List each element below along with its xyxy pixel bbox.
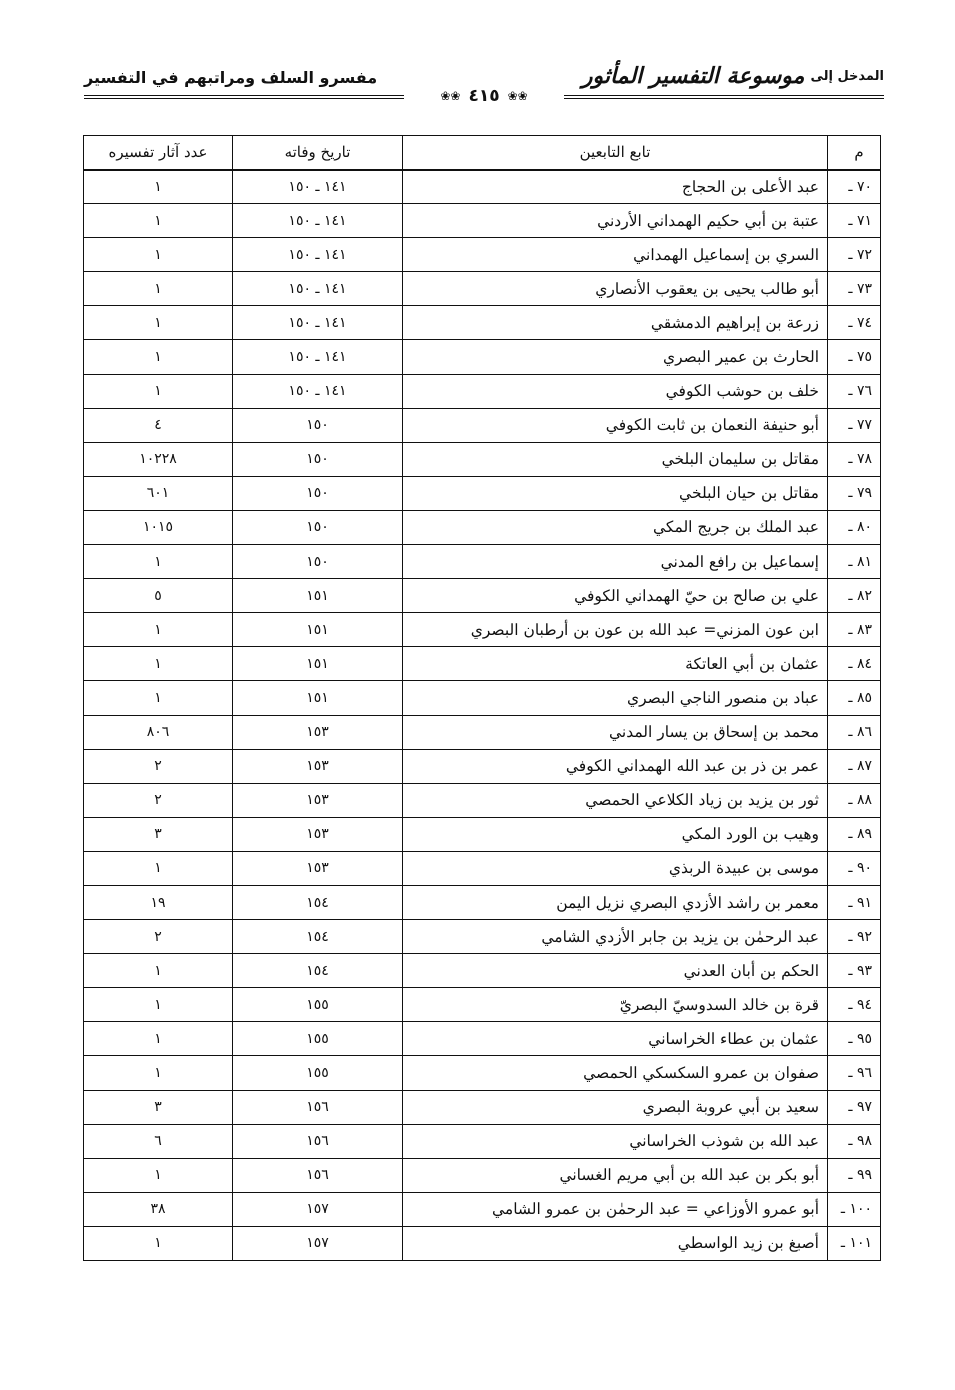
row-number: ٨٥ ـ: [828, 681, 881, 715]
row-number: ٧٦ ـ: [828, 374, 881, 408]
narration-count: ٢: [84, 920, 233, 954]
death-date: ١٤١ ـ ١٥٠: [233, 340, 403, 374]
row-number: ٩٢ ـ: [828, 920, 881, 954]
narration-count: ٢: [84, 749, 233, 783]
table-row: [84, 920, 881, 954]
table-row: [84, 272, 881, 306]
narrator-name: معمر بن راشد الأزدي البصري نزيل اليمن: [403, 885, 828, 919]
column-header-count: عدد آثار تفسيره: [84, 136, 233, 170]
narration-count: ١: [84, 681, 233, 715]
narrator-name: الحكم بن أبان العدني: [403, 954, 828, 988]
death-date: ١٥٠: [233, 510, 403, 544]
death-date: ١٥٣: [233, 715, 403, 749]
row-number: ٧٣ ـ: [828, 272, 881, 306]
narration-count: ١: [84, 340, 233, 374]
death-date: ١٥٦: [233, 1124, 403, 1158]
narrator-name: ثور بن يزيد بن زياد الكلاعي الحمصي: [403, 783, 828, 817]
narrator-name: قرة بن خالد السدوسيّ البصريّ: [403, 988, 828, 1022]
death-date: ١٤١ ـ ١٥٠: [233, 272, 403, 306]
table-row: [84, 613, 881, 647]
table-header-row: [84, 136, 881, 170]
book-brand: [582, 58, 884, 94]
narration-count: ٣٨: [84, 1192, 233, 1226]
book-title: موسوعة التفسير المأثور: [581, 63, 805, 89]
table-row: [84, 1192, 881, 1226]
narrator-name: زرعة بن إبراهيم الدمشقي: [403, 306, 828, 340]
table-row: [84, 340, 881, 374]
column-header-death: تاريخ وفاته: [233, 136, 403, 170]
narration-count: ٢: [84, 783, 233, 817]
narrator-name: إسماعيل بن رافع المدني: [403, 545, 828, 579]
table-row: [84, 1226, 881, 1260]
narration-count: ٥: [84, 579, 233, 613]
row-number: ٩٥ ـ: [828, 1022, 881, 1056]
table-row: [84, 954, 881, 988]
narrator-name: السري بن إسماعيل الهمداني: [403, 238, 828, 272]
narration-count: ٦٠١: [84, 476, 233, 510]
row-number: ٧٠ ـ: [828, 170, 881, 204]
narrators-table: [83, 135, 881, 1261]
narrator-name: عبد الله بن شوذب الخراساني: [403, 1124, 828, 1158]
narration-count: ١٠٢٢٨: [84, 442, 233, 476]
table-row: [84, 1124, 881, 1158]
row-number: ٨٢ ـ: [828, 579, 881, 613]
narration-count: ١: [84, 647, 233, 681]
narration-count: ١: [84, 1056, 233, 1090]
narrator-name: عبد الملك بن جريج المكي: [403, 510, 828, 544]
row-number: ١٠١ ـ: [828, 1226, 881, 1260]
death-date: ١٤١ ـ ١٥٠: [233, 238, 403, 272]
table-row: [84, 681, 881, 715]
narrator-name: أبو بكر بن عبد الله بن أبي مريم الغساني: [403, 1158, 828, 1192]
narration-count: ١: [84, 306, 233, 340]
narrator-name: عمر بن ذر بن عبد الله الهمداني الكوفي: [403, 749, 828, 783]
death-date: ١٤١ ـ ١٥٠: [233, 306, 403, 340]
narration-count: ١: [84, 374, 233, 408]
table-row: [84, 545, 881, 579]
ornament-right: ❀❀: [507, 89, 528, 103]
narration-count: ٤: [84, 408, 233, 442]
row-number: ٩٦ ـ: [828, 1056, 881, 1090]
table-row: [84, 510, 881, 544]
narration-count: ٨٠٦: [84, 715, 233, 749]
death-date: ١٥١: [233, 613, 403, 647]
narrator-name: أبو عمرو الأوزاعي = عبد الرحمٰن بن عمرو الشامي: [403, 1192, 828, 1226]
narrator-name: مقاتل بن سليمان البلخي: [403, 442, 828, 476]
row-number: ٩٤ ـ: [828, 988, 881, 1022]
narration-count: ١: [84, 1158, 233, 1192]
death-date: ١٥٣: [233, 851, 403, 885]
row-number: ٧١ ـ: [828, 204, 881, 238]
narrator-name: ابن عون المزني= عبد الله بن عون بن أرطبان البصري: [403, 613, 828, 647]
table-row: [84, 817, 881, 851]
death-date: ١٥٥: [233, 988, 403, 1022]
chapter-title: مفسرو السلف ومراتبهم في التفسير: [84, 68, 378, 87]
narrator-name: موسى بن عبيدة الربذي: [403, 851, 828, 885]
table-row: [84, 749, 881, 783]
death-date: ١٥١: [233, 681, 403, 715]
table-row: [84, 1090, 881, 1124]
narration-count: ١: [84, 238, 233, 272]
death-date: ١٥٣: [233, 749, 403, 783]
row-number: ٨٧ ـ: [828, 749, 881, 783]
narrator-name: عثمان بن أبي العاتكة: [403, 647, 828, 681]
death-date: ١٥٦: [233, 1090, 403, 1124]
row-number: ٨١ ـ: [828, 545, 881, 579]
table-row: [84, 1022, 881, 1056]
narrator-name: عثمان بن عطاء الخراساني: [403, 1022, 828, 1056]
page-number-box: [404, 84, 564, 108]
row-number: ٨٩ ـ: [828, 817, 881, 851]
narrator-name: أبو طالب يحيى بن يعقوب الأنصاري: [403, 272, 828, 306]
table-row: [84, 476, 881, 510]
death-date: ١٥٧: [233, 1192, 403, 1226]
narrator-name: عباد بن منصور الناجي البصري: [403, 681, 828, 715]
death-date: ١٥٦: [233, 1158, 403, 1192]
table-row: [84, 715, 881, 749]
row-number: ٧٩ ـ: [828, 476, 881, 510]
narrator-name: الحارث بن عمير البصري: [403, 340, 828, 374]
narrator-name: محمد بن إسحاق بن يسار المدني: [403, 715, 828, 749]
row-number: ٧٥ ـ: [828, 340, 881, 374]
narration-count: ١: [84, 1022, 233, 1056]
table-row: [84, 442, 881, 476]
table-row: [84, 238, 881, 272]
narration-count: ٣: [84, 1090, 233, 1124]
death-date: ١٥٠: [233, 442, 403, 476]
death-date: ١٥٠: [233, 408, 403, 442]
table-row: [84, 579, 881, 613]
narration-count: ١: [84, 851, 233, 885]
row-number: ٨٤ ـ: [828, 647, 881, 681]
table-row: [84, 1056, 881, 1090]
row-number: ٧٧ ـ: [828, 408, 881, 442]
narrator-name: عبد الرحمٰن بن يزيد بن جابر الأزدي الشامي: [403, 920, 828, 954]
row-number: ٧٤ ـ: [828, 306, 881, 340]
narrator-name: عتبة بن أبي حكيم الهمداني الأردني: [403, 204, 828, 238]
narration-count: ١: [84, 954, 233, 988]
table-row: [84, 1158, 881, 1192]
row-number: ٩٠ ـ: [828, 851, 881, 885]
row-number: ٧٨ ـ: [828, 442, 881, 476]
row-number: ٩٣ ـ: [828, 954, 881, 988]
narration-count: ١: [84, 1226, 233, 1260]
narrator-name: وهيب بن الورد المكي: [403, 817, 828, 851]
narrator-name: علي بن صالح بن حيّ الهمداني الكوفي: [403, 579, 828, 613]
narration-count: ٣: [84, 817, 233, 851]
table-row: [84, 885, 881, 919]
death-date: ١٤١ ـ ١٥٠: [233, 204, 403, 238]
narrator-name: صفوان بن عمرو السكسكي الحمصي: [403, 1056, 828, 1090]
death-date: ١٥٠: [233, 545, 403, 579]
table-row: [84, 204, 881, 238]
narrator-name: أبو حنيفة النعمان بن ثابت الكوفي: [403, 408, 828, 442]
death-date: ١٥٥: [233, 1056, 403, 1090]
narrator-name: سعيد بن أبي عروبة البصري: [403, 1090, 828, 1124]
death-date: ١٤١ ـ ١٥٠: [233, 374, 403, 408]
death-date: ١٥١: [233, 579, 403, 613]
death-date: ١٥٤: [233, 885, 403, 919]
death-date: ١٥٤: [233, 920, 403, 954]
narration-count: ٦: [84, 1124, 233, 1158]
death-date: ١٥٧: [233, 1226, 403, 1260]
table-row: [84, 170, 881, 204]
narration-count: ١٠١٥: [84, 510, 233, 544]
page-number: ٤١٥: [468, 86, 500, 106]
column-header-num: م: [828, 136, 881, 170]
table-row: [84, 374, 881, 408]
narration-count: ١: [84, 272, 233, 306]
narration-count: ١٩: [84, 885, 233, 919]
row-number: ٨٠ ـ: [828, 510, 881, 544]
row-number: ٧٢ ـ: [828, 238, 881, 272]
death-date: ١٥٣: [233, 783, 403, 817]
row-number: ٨٣ ـ: [828, 613, 881, 647]
narrator-name: عبد الأعلى بن الحجاج: [403, 170, 828, 204]
death-date: ١٥٥: [233, 1022, 403, 1056]
narration-count: ١: [84, 613, 233, 647]
narration-count: ١: [84, 170, 233, 204]
narration-count: ١: [84, 988, 233, 1022]
running-header: [84, 58, 884, 106]
ornament-left: ❀❀: [440, 89, 461, 103]
row-number: ٩٧ ـ: [828, 1090, 881, 1124]
row-number: ٩٩ ـ: [828, 1158, 881, 1192]
row-number: ٩٨ ـ: [828, 1124, 881, 1158]
narration-count: ١: [84, 545, 233, 579]
narrator-name: أصبغ بن زيد الواسطي: [403, 1226, 828, 1260]
narration-count: ١: [84, 204, 233, 238]
column-header-name: تابع التابعين: [403, 136, 828, 170]
death-date: ١٥١: [233, 647, 403, 681]
death-date: ١٥٣: [233, 817, 403, 851]
narrator-name: خلف بن حوشب الكوفي: [403, 374, 828, 408]
death-date: ١٤١ ـ ١٥٠: [233, 170, 403, 204]
death-date: ١٥٤: [233, 954, 403, 988]
table-row: [84, 851, 881, 885]
table-row: [84, 988, 881, 1022]
death-date: ١٥٠: [233, 476, 403, 510]
table-row: [84, 306, 881, 340]
table-row: [84, 647, 881, 681]
brand-prefix: المدخل إلى: [810, 68, 884, 84]
narrator-name: مقاتل بن حيان البلخي: [403, 476, 828, 510]
table-body: [84, 170, 881, 1261]
row-number: ١٠٠ ـ: [828, 1192, 881, 1226]
table-row: [84, 408, 881, 442]
row-number: ٨٨ ـ: [828, 783, 881, 817]
table-row: [84, 783, 881, 817]
row-number: ٨٦ ـ: [828, 715, 881, 749]
row-number: ٩١ ـ: [828, 885, 881, 919]
